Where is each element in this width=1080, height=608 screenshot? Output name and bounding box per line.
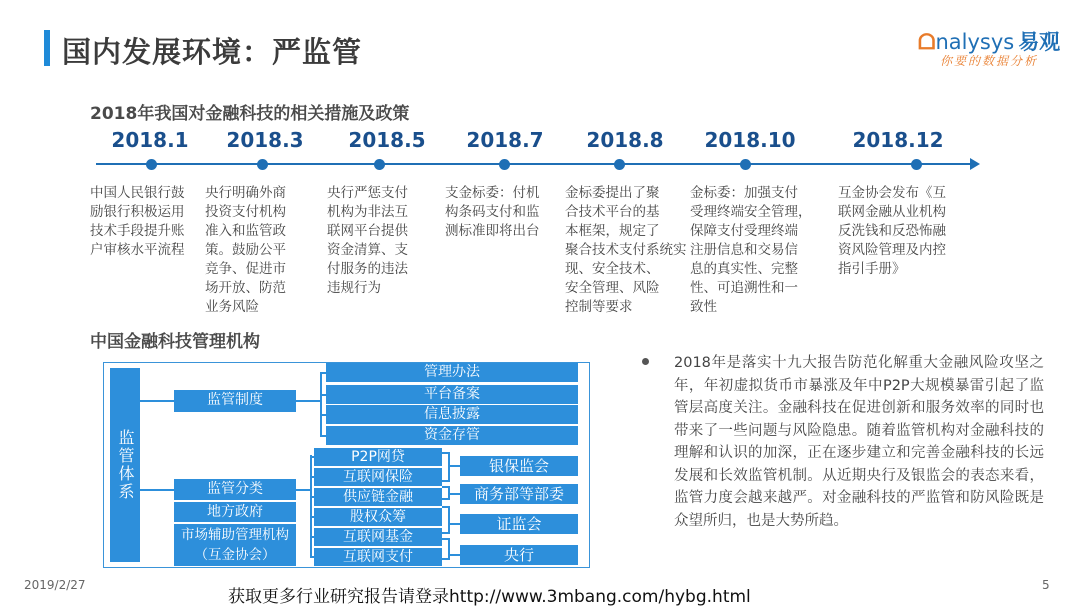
regulator-box: 银保监会 xyxy=(460,456,578,476)
timeline-dot xyxy=(374,159,385,170)
timeline-text: 互金协会发布《互 联网金融从业机构 反洗钱和反恐怖融 资风险管理及内控 指引手册》 xyxy=(838,185,946,277)
timeline-date: 2018.8 xyxy=(586,128,664,152)
page-number: 5 xyxy=(1042,578,1050,592)
bracket xyxy=(442,532,450,534)
bullet-dot xyxy=(642,358,649,365)
timeline-dot xyxy=(911,159,922,170)
category-item: 供应链金融 xyxy=(314,488,442,506)
logo-slogan: 你要的数据分析 xyxy=(940,54,1039,68)
regulator-box: 证监会 xyxy=(460,514,578,534)
logo-swirl-icon: ᗝ xyxy=(918,30,936,54)
connector xyxy=(450,554,460,556)
category-item: 互联网支付 xyxy=(314,548,442,566)
page-title: 国内发展环境：严监管 xyxy=(62,35,363,69)
timeline-date: 2018.3 xyxy=(226,128,304,152)
timeline-dot xyxy=(740,159,751,170)
classification-box: 监管分类 xyxy=(174,479,296,500)
regulation-item: 信息披露 xyxy=(326,405,578,424)
timeline-axis xyxy=(96,163,974,165)
connector xyxy=(310,455,312,557)
timeline-date: 2018.5 xyxy=(348,128,426,152)
footer-date: 2019/2/27 xyxy=(24,578,86,592)
org-chart-title: 中国金融科技管理机构 xyxy=(90,332,260,352)
timeline-dot xyxy=(499,159,510,170)
category-item: 互联网保险 xyxy=(314,468,442,486)
timeline-dot xyxy=(146,159,157,170)
assist-box: 市场辅助管理机构（互金协会） xyxy=(174,524,296,566)
timeline-dot xyxy=(257,159,268,170)
analysys-logo xyxy=(918,26,1068,76)
connector xyxy=(140,489,174,491)
connector xyxy=(450,523,460,525)
regulator-box: 商务部等部委 xyxy=(460,484,578,504)
regulator-box: 央行 xyxy=(460,545,578,565)
category-item: P2P网贷 xyxy=(314,448,442,466)
timeline-text: 金标委提出了聚 合技术平台的基 本框架，规定了 聚合技术支付系统实 现、安全技术、 安全管理、风险 控制等要求 xyxy=(565,185,687,315)
connector xyxy=(296,400,320,402)
summary-paragraph: 2018年是落实十九大报告防范化解重大金融风险攻坚之年，年初虚拟货币市暴涨及年中P2P大规模暴雷引起了监管层高度关注。金融科技在促进创新和服务效率的同时也带来了一些问题与风险隐患。随着监管机构对金融科技的理解和认识的加深，正在逐步建立和完善金融科技的长远发展和长效监管机制。从近期央行及银监会的表态来看，监管力度会越来越严。对金融科技的严监管和防风险既是众望所归，也是大势所趋。 xyxy=(674,355,1044,529)
title-accent-bar xyxy=(44,30,50,66)
logo-wordmark: ᗝnalysys 易观 xyxy=(918,30,1061,54)
timeline-date: 2018.12 xyxy=(852,128,944,152)
bracket xyxy=(442,480,450,482)
bracket xyxy=(442,506,450,508)
bracket xyxy=(442,538,450,540)
bracket xyxy=(442,498,450,500)
timeline-date: 2018.1 xyxy=(111,128,189,152)
org-root-box: 监管体系 xyxy=(110,368,140,562)
timeline-text: 中国人民银行鼓 励银行积极运用 技术手段提升账 户审核水平流程 xyxy=(90,185,185,258)
timeline-title: 2018年我国对金融科技的相关措施及政策 xyxy=(90,104,410,124)
timeline-dot xyxy=(614,159,625,170)
timeline-arrow-icon xyxy=(970,158,980,170)
timeline-text: 金标委：加强支付 受理终端安全管理， 保障支付受理终端 注册信息和交易信 息的真实性、完整 性、可追溯性和一 致性 xyxy=(690,185,812,315)
timeline-text: 央行明确外商 投资支付机构 准入和监管政 策。鼓励公平 竞争、促进市 场开放、防范 业务风险 xyxy=(205,185,286,315)
local-gov-box: 地方政府 xyxy=(174,502,296,522)
timeline-text: 央行严惩支付 机构为非法互 联网平台提供 资金清算、支 付服务的违法 违规行为 xyxy=(327,185,408,296)
connector xyxy=(450,465,460,467)
timeline-text: 支金标委：付机 构条码支付和监 测标准即将出台 xyxy=(445,185,540,239)
category-item: 互联网基金 xyxy=(314,528,442,546)
category-item: 股权众筹 xyxy=(314,508,442,526)
bracket xyxy=(442,452,450,454)
timeline-date: 2018.7 xyxy=(466,128,544,152)
bracket xyxy=(442,558,450,560)
regulation-item: 平台备案 xyxy=(326,385,578,404)
bracket xyxy=(448,506,450,532)
regulation-box: 监管制度 xyxy=(174,390,296,412)
connector xyxy=(450,493,460,495)
connector xyxy=(140,400,174,402)
connector xyxy=(320,372,322,436)
regulation-item: 资金存管 xyxy=(326,426,578,445)
footer-promo-link[interactable]: 获取更多行业研究报告请登录http://www.3mbang.com/hybg.html xyxy=(228,587,751,607)
regulation-item: 管理办法 xyxy=(326,363,578,382)
timeline-date: 2018.10 xyxy=(704,128,796,152)
bracket xyxy=(442,486,450,488)
